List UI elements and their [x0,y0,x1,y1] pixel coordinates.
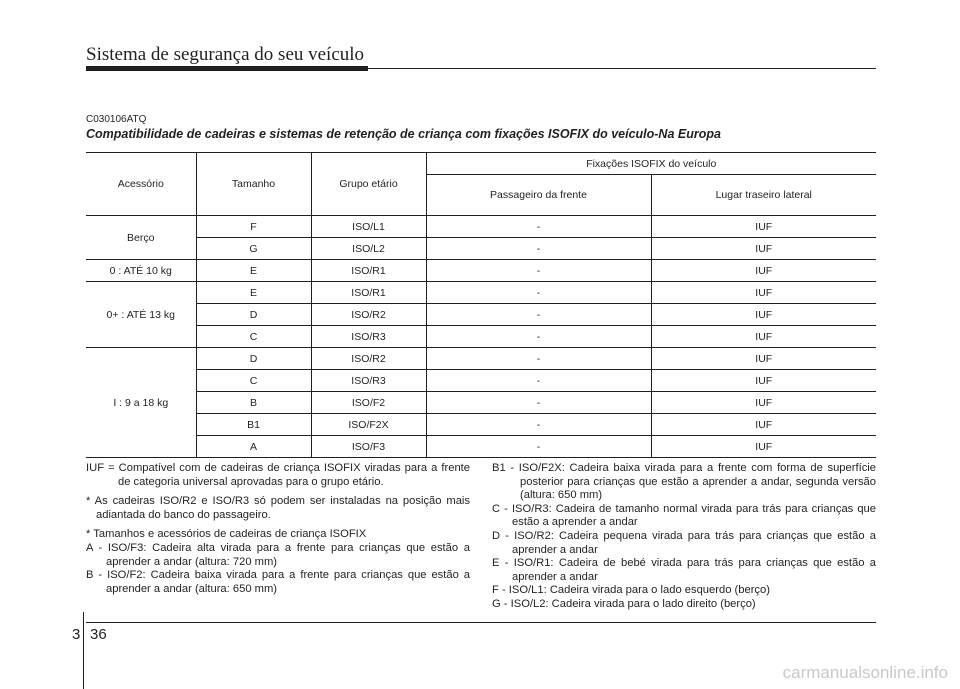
table-row [86,370,876,392]
cell-rear-side: IUF [651,304,876,326]
table-row [86,326,876,348]
table-row [86,436,876,458]
footer-rule [86,622,876,623]
table-row [86,260,876,282]
cell-age-group: ISO/R2 [311,304,426,326]
row-accessory-label: 0+ : ATÉ 13 kg [86,282,196,348]
cell-front-passenger: - [426,370,651,392]
header-front-passenger: Passageiro da frente [426,175,651,216]
section-title: Compatibilidade de cadeiras e sistemas de retenção de criança com fixações ISOFIX do veículo-Na Europa [86,127,721,141]
table-row [86,414,876,436]
cell-rear-side: IUF [651,436,876,458]
note-a: A - ISO/F3: Cadeira alta virada para a frente para crianças que estão a aprender a andar (altura: 720 mm) [86,541,470,568]
cell-front-passenger: - [426,238,651,260]
header-isofix-group: Fixações ISOFIX do veículo [426,153,876,175]
note-e: E - ISO/R1: Cadeira de bebé virada para trás para crianças que estão a aprender a andar [492,557,876,583]
notes-right [492,462,876,612]
cell-front-passenger: - [426,260,651,282]
cell-size: F [196,216,311,238]
header-size: Tamanho [196,153,311,216]
header-rear-side: Lugar traseiro lateral [651,175,876,216]
cell-age-group: ISO/R1 [311,260,426,282]
table-row [86,238,876,260]
cell-rear-side: IUF [651,414,876,436]
cell-rear-side: IUF [651,282,876,304]
cell-rear-side: IUF [651,260,876,282]
cell-front-passenger: - [426,282,651,304]
header-rule-accent [86,66,368,71]
note-b: B - ISO/F2: Cadeira baixa virada para a frente para crianças que estão a aprender a andar (altura: 650 mm) [86,569,470,595]
cell-age-group: ISO/R3 [311,326,426,348]
table-row [86,282,876,304]
cell-size: E [196,282,311,304]
row-accessory-label: 0 : ATÉ 10 kg [86,260,196,282]
cell-size: B1 [196,414,311,436]
cell-size: E [196,260,311,282]
cell-front-passenger: - [426,436,651,458]
chapter-number: 3 [72,626,81,643]
table-row [86,392,876,414]
note-g: G - ISO/L2: Cadeira virada para o lado direito (berço) [492,597,756,610]
row-accessory-label: Berço [86,216,196,260]
notes-left [86,462,470,596]
note-d: D - ISO/R2: Cadeira pequena virada para trás para crianças que estão a aprender a andar [492,529,876,556]
note-b1: B1 - ISO/F2X: Cadeira baixa virada para a frente com forma de superfície posterior para crianças que estão a aprender a andar, segunda versão (altura: 650 mm) [492,462,876,502]
cell-age-group: ISO/L1 [311,216,426,238]
cell-age-group: ISO/R1 [311,282,426,304]
cell-rear-side: IUF [651,348,876,370]
section-code: C030106ATQ [86,114,147,125]
cell-age-group: ISO/R3 [311,370,426,392]
cell-rear-side: IUF [651,326,876,348]
page-header-title: Sistema de segurança do seu veículo [86,44,365,65]
cell-size: B [196,392,311,414]
row-accessory-label: I : 9 a 18 kg [86,348,196,458]
page-number: 36 [90,626,107,643]
cell-age-group: ISO/F2 [311,392,426,414]
cell-rear-side: IUF [651,370,876,392]
cell-front-passenger: - [426,216,651,238]
cell-size: D [196,348,311,370]
cell-size: D [196,304,311,326]
cell-size: A [196,436,311,458]
cell-front-passenger: - [426,326,651,348]
table-row [86,304,876,326]
cell-front-passenger: - [426,392,651,414]
cell-age-group: ISO/L2 [311,238,426,260]
cell-age-group: ISO/R2 [311,348,426,370]
cell-front-passenger: - [426,304,651,326]
note-r2-r3: * As cadeiras ISO/R2 e ISO/R3 só podem ser instaladas na posição mais adiantada do banco do passageiro. [86,495,470,521]
cell-rear-side: IUF [651,238,876,260]
cell-age-group: ISO/F2X [311,414,426,436]
note-c: C - ISO/R3: Cadeira de tamanho normal virada para trás para crianças que estão a aprender a andar [492,502,876,529]
header-accessory: Acessório [86,153,196,216]
cell-front-passenger: - [426,414,651,436]
cell-age-group: ISO/F3 [311,436,426,458]
isofix-compatibility-table [86,152,876,458]
header-age-group: Grupo etário [311,153,426,216]
cell-size: C [196,326,311,348]
cell-size: G [196,238,311,260]
note-iuf: IUF = Compatível com de cadeiras de criança ISOFIX viradas para a frente de categoria universal aprovadas para o grupo etário. [86,462,470,488]
watermark: carmanualsonline.info [782,663,948,682]
table-row [86,216,876,238]
footer-vertical-rule [83,612,84,689]
cell-front-passenger: - [426,348,651,370]
cell-size: C [196,370,311,392]
cell-rear-side: IUF [651,392,876,414]
table-body [86,216,876,458]
cell-rear-side: IUF [651,216,876,238]
note-f: F - ISO/L1: Cadeira virada para o lado esquerdo (berço) [492,584,770,597]
table-row [86,348,876,370]
note-sizes: * Tamanhos e acessórios de cadeiras de criança ISOFIX [86,528,367,541]
